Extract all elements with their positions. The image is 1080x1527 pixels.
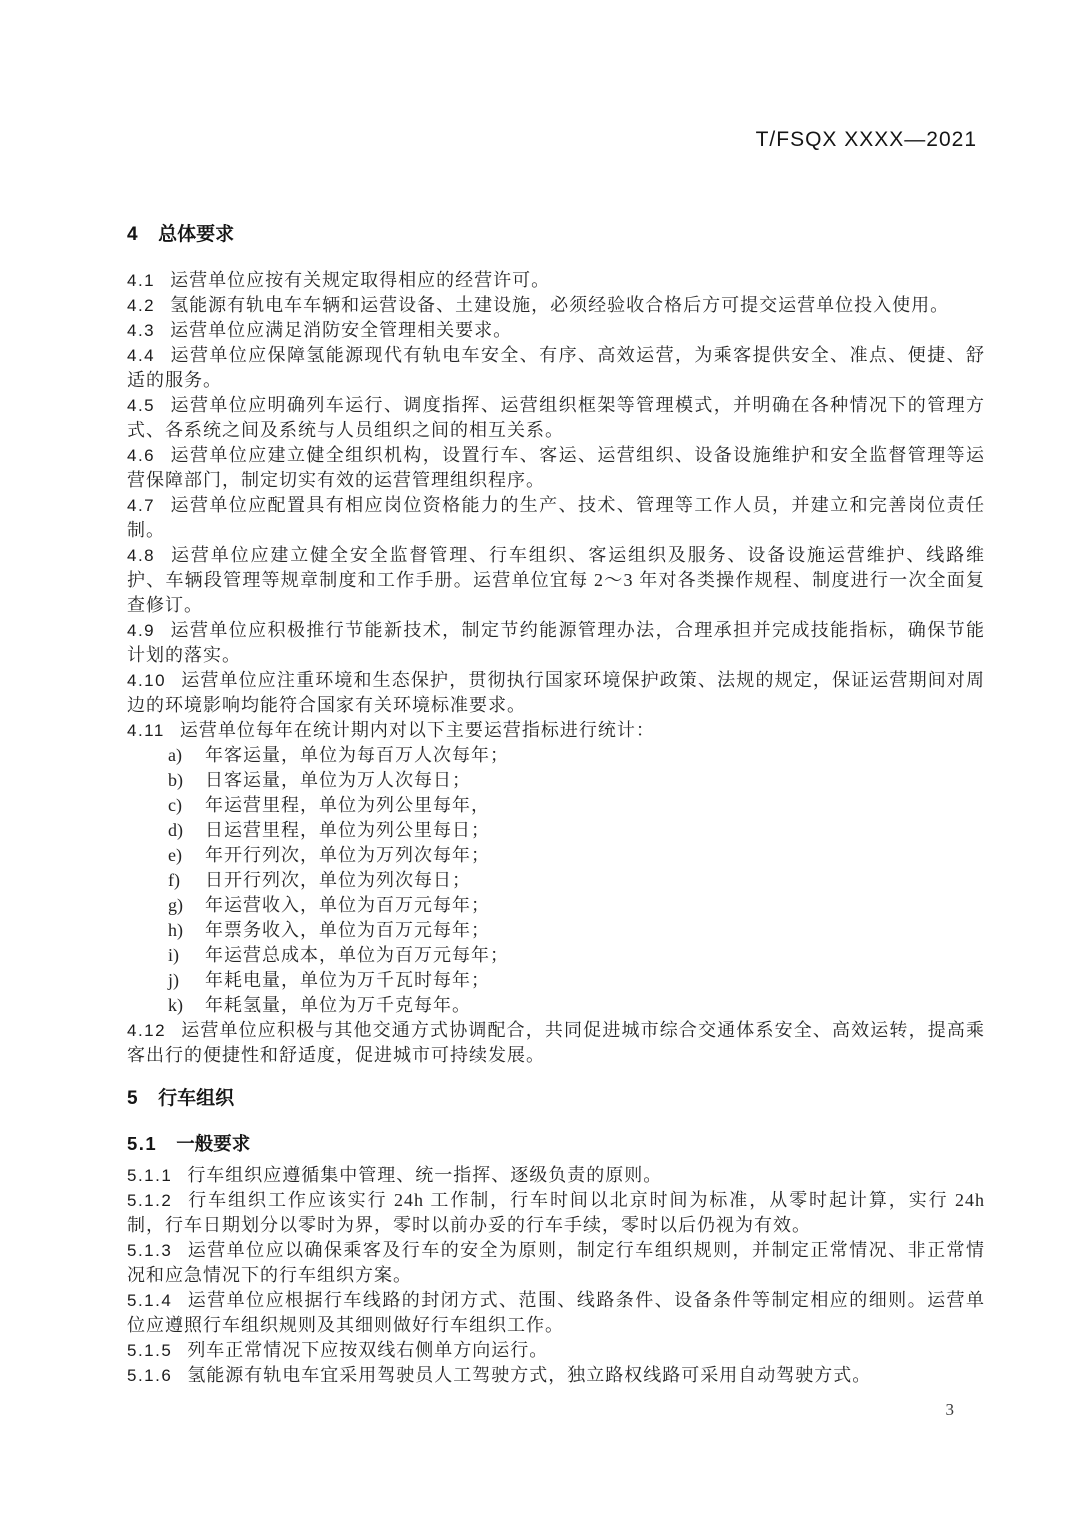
document-header (127, 128, 985, 152)
clause-5-1-3 (127, 1238, 985, 1288)
clause-4-4 (127, 343, 985, 393)
list-text: 年客运量，单位为每百万人次每年； (205, 745, 509, 765)
list-item-d (127, 818, 985, 843)
page-number: 3 (945, 1400, 954, 1419)
list-item-c (127, 793, 985, 818)
subsection-5-1-number: 5.1 (127, 1133, 158, 1154)
list-item-j (127, 968, 985, 993)
section-4-number: 4 (127, 224, 140, 245)
clause-number: 4.8 (127, 546, 156, 565)
clause-4-6 (127, 443, 985, 493)
clause-number: 4.6 (127, 446, 156, 465)
clause-text: 运营单位应建立健全安全监督管理、行车组织、客运组织及服务、设备设施运营维护、线路维护、车辆段管理等规章制度和工作手册。运营单位宜每 2～3 年对各类操作规程、制度进行一次全面复查修订。 (127, 545, 985, 615)
section-5-number: 5 (127, 1088, 140, 1109)
standard-number: T/FSQX XXXX—2021 (755, 128, 977, 151)
list-item-a (127, 743, 985, 768)
clause-number: 4.7 (127, 496, 156, 515)
clause-4-10 (127, 668, 985, 718)
list-marker: c) (168, 795, 182, 815)
clause-4-3 (127, 318, 985, 343)
list-marker: j) (168, 970, 179, 990)
clause-4-1 (127, 268, 985, 293)
list-marker: h) (168, 920, 183, 940)
subsection-5-1-title: 一般要求 (176, 1133, 251, 1154)
clause-4-5 (127, 393, 985, 443)
clause-number: 4.10 (127, 671, 167, 690)
clause-text: 运营单位每年在统计期内对以下主要运营指标进行统计： (179, 720, 655, 740)
clause-number: 5.1.5 (127, 1341, 173, 1360)
clause-4-12 (127, 1018, 985, 1068)
list-text: 日开行列次，单位为列次每日； (205, 870, 471, 890)
list-text: 年票务收入，单位为百万元每年； (205, 920, 490, 940)
clause-text: 运营单位应积极与其他交通方式协调配合，共同促进城市综合交通体系安全、高效运转，提高乘客出行的便捷性和舒适度，促进城市可持续发展。 (127, 1020, 985, 1065)
list-marker: k) (168, 995, 183, 1015)
section-5-title: 行车组织 (158, 1088, 235, 1109)
section-4-heading (127, 222, 985, 248)
clause-number: 5.1.4 (127, 1291, 173, 1310)
clause-4-9 (127, 618, 985, 668)
list-text: 日运营里程，单位为列公里每日； (205, 820, 490, 840)
list-item-g (127, 893, 985, 918)
subsection-5-1-heading (127, 1131, 985, 1156)
list-marker: e) (168, 845, 182, 865)
clause-text: 行车组织应遵循集中管理、统一指挥、逐级负责的原则。 (187, 1165, 663, 1185)
clause-text: 运营单位应保障氢能源现代有轨电车安全、有序、高效运营，为乘客提供安全、准点、便捷、舒适的服务。 (127, 345, 985, 390)
clause-number: 5.1.6 (127, 1366, 173, 1385)
clause-text: 运营单位应配置具有相应岗位资格能力的生产、技术、管理等工作人员，并建立和完善岗位责任制。 (127, 495, 985, 540)
clause-text: 运营单位应明确列车运行、调度指挥、运营组织框架等管理模式，并明确在各种情况下的管理方式、各系统之间及系统与人员组织之间的相互关系。 (127, 395, 985, 440)
list-item-b (127, 768, 985, 793)
list-marker: g) (168, 895, 183, 915)
clause-4-8 (127, 543, 985, 618)
list-text: 日客运量，单位为万人次每日； (205, 770, 471, 790)
list-text: 年运营里程，单位为列公里每年， (205, 795, 490, 815)
clause-text: 运营单位应以确保乘客及行车的安全为原则，制定行车组织规则，并制定正常情况、非正常情况和应急情况下的行车组织方案。 (127, 1240, 985, 1285)
list-item-f (127, 868, 985, 893)
list-marker: f) (168, 870, 180, 890)
list-text: 年耗氢量，单位为万千克每年。 (205, 995, 471, 1015)
clause-number: 4.2 (127, 296, 156, 315)
list-text: 年运营收入，单位为百万元每年； (205, 895, 490, 915)
list-item-h (127, 918, 985, 943)
list-marker: d) (168, 820, 183, 840)
clause-number: 5.1.3 (127, 1241, 173, 1260)
clause-text: 运营单位应建立健全组织机构，设置行车、客运、运营组织、设备设施维护和安全监督管理等运营保障部门，制定切实有效的运营管理组织程序。 (127, 445, 985, 490)
list-marker: b) (168, 770, 183, 790)
clause-text: 运营单位应根据行车线路的封闭方式、范围、线路条件、设备条件等制定相应的细则。运营单位应遵照行车组织规则及其细则做好行车组织工作。 (127, 1290, 985, 1335)
clause-5-1-6 (127, 1363, 985, 1388)
clause-5-1-2 (127, 1188, 985, 1238)
clause-number: 4.5 (127, 396, 156, 415)
clause-5-1-4 (127, 1288, 985, 1338)
clause-4-2 (127, 293, 985, 318)
clause-number: 4.1 (127, 271, 156, 290)
list-item-k (127, 993, 985, 1018)
list-item-i (127, 943, 985, 968)
list-marker: i) (168, 945, 179, 965)
clause-5-1-1 (127, 1163, 985, 1188)
clause-text: 行车组织工作应该实行 24h 工作制，行车时间以北京时间为标准，从零时起计算，实行 24h 制，行车日期划分以零时为界，零时以前办妥的行车手续，零时以后仍视为有效。 (127, 1190, 985, 1235)
list-text: 年运营总成本，单位为百万元每年； (205, 945, 509, 965)
clause-number: 5.1.1 (127, 1166, 173, 1185)
clause-number: 4.3 (127, 321, 156, 340)
clause-number: 4.11 (127, 721, 165, 740)
clause-5-1-5 (127, 1338, 985, 1363)
clause-number: 4.4 (127, 346, 156, 365)
list-text: 年耗电量，单位为万千瓦时每年； (205, 970, 490, 990)
clause-text: 运营单位应注重环境和生态保护，贯彻执行国家环境保护政策、法规的规定，保证运营期间对周边的环境影响均能符合国家有关环境标准要求。 (127, 670, 985, 715)
clause-number: 4.9 (127, 621, 156, 640)
clause-4-7 (127, 493, 985, 543)
clause-text: 氢能源有轨电车车辆和运营设备、土建设施，必须经验收合格后方可提交运营单位投入使用。 (170, 295, 950, 315)
list-item-e (127, 843, 985, 868)
section-5-heading (127, 1086, 985, 1112)
clause-number: 5.1.2 (127, 1191, 173, 1210)
clause-number: 4.12 (127, 1021, 167, 1040)
clause-text: 氢能源有轨电车宜采用驾驶员人工驾驶方式，独立路权线路可采用自动驾驶方式。 (187, 1365, 872, 1385)
section-4-title: 总体要求 (158, 224, 235, 245)
clause-text: 运营单位应积极推行节能新技术，制定节约能源管理办法，合理承担并完成技能指标，确保节能计划的落实。 (127, 620, 985, 665)
list-text: 年开行列次，单位为万列次每年； (205, 845, 490, 865)
clause-4-11 (127, 718, 985, 743)
clause-text: 列车正常情况下应按双线右侧单方向运行。 (187, 1340, 549, 1360)
clause-text: 运营单位应按有关规定取得相应的经营许可。 (170, 270, 551, 290)
document-content (127, 0, 985, 1388)
list-marker: a) (168, 745, 182, 765)
clause-text: 运营单位应满足消防安全管理相关要求。 (170, 320, 513, 340)
